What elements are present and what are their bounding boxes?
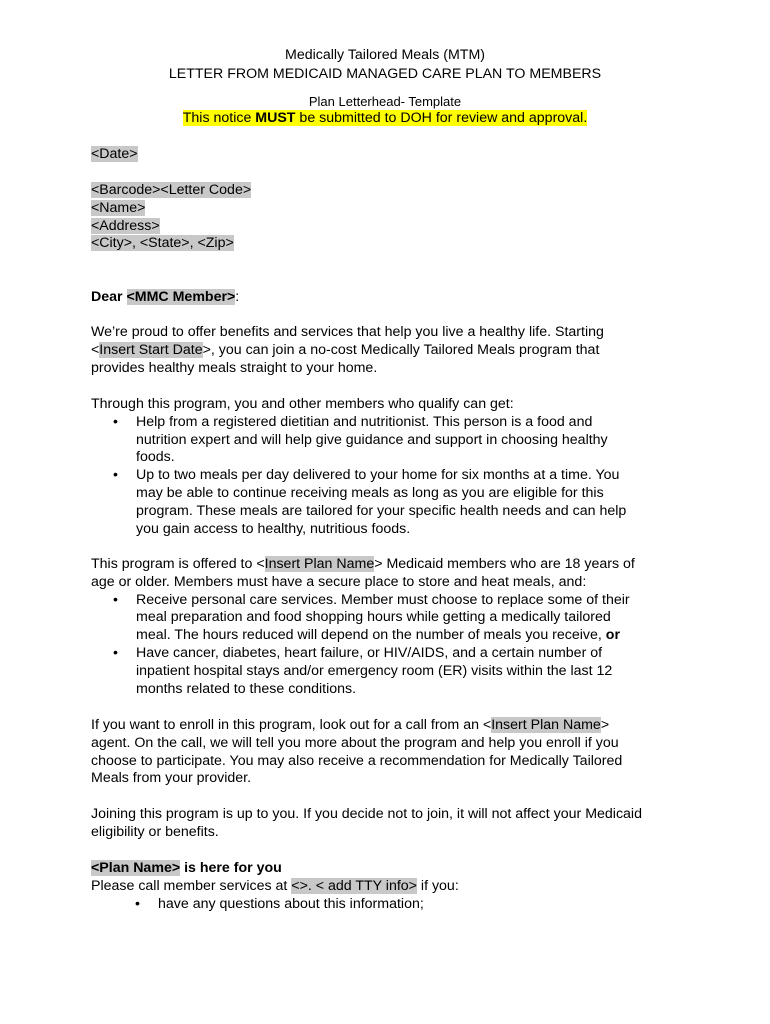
list-item: • Receive personal care services. Member must choose to replace some of their meal preparation and food shopping hours while getting a medically tailored meal. The hours reduced will depend on the number of meals you receive, or <box>113 591 630 644</box>
bullet-icon: • <box>113 591 118 608</box>
address-line: <Address> <box>91 217 160 234</box>
enroll-paragraph: If you want to enroll in this program, look out for a call from an <Insert Plan Name> agent. On the call, we will tell you more about the program and help you enroll if you choose to participate. You may also receive a recommendation for Medically Tailored Meals from your provider. <box>91 717 623 787</box>
bullet-icon: • <box>113 644 118 661</box>
benefits-intro: Through this program, you and other members who qualify can get: <box>91 396 514 412</box>
member-placeholder: <MMC Member> <box>126 289 236 305</box>
list-item: • Up to two meals per day delivered to your home for six months at a time. You may be able to continue receiving meals as long as you are eligible for this program. These meals are tailored for your specific health needs and can help you gain access to healthy, nutritious foods. <box>113 467 627 537</box>
notice-post: be submitted to DOH for review and approval. <box>295 110 588 126</box>
bullet-icon: • <box>135 895 140 912</box>
contact-reasons-list <box>91 896 459 914</box>
intro-paragraph: We’re proud to offer benefits and services that help you live a healthy life. Starting <Insert Start Date>, you can join a no-cost Medically Tailored Meals program that provides healthy meals straight to your home. <box>91 324 604 376</box>
eligibility-section: This program is offered to <Insert Plan Name> Medicaid members who are 18 years of age or older. Members must have a secure place to store and heat meals, and: • Receive personal care services. Member must choose to replace some of their meal preparation and food shopping hours while getting a medically tailored meal. The hours reduced will depend on the number of meals you receive, or • Have cancer, diabetes, heart failure, or HIV/AIDS, and a certain number of inpatient hospital stays and/or emergency room (ER) visits within the last 12 months related to these conditions. <box>91 556 635 697</box>
plan-contact-section: <Plan Name> is here for you Please call member services at <>. < add TTY info> if you: • have any questions about this information; <box>91 860 459 912</box>
notice-bold: MUST <box>255 110 296 126</box>
bullet-icon: • <box>113 413 118 430</box>
notice-pre: This notice <box>182 110 256 126</box>
plan-name-placeholder: Insert Plan Name <box>264 556 375 572</box>
section-heading: <Plan Name> is here for you <box>91 860 282 876</box>
start-date-placeholder: Insert Start Date <box>99 341 203 358</box>
date-line: <Date> <box>91 146 138 162</box>
address-block <box>91 182 251 253</box>
plan-name-placeholder: Insert Plan Name <box>491 717 601 733</box>
name-line: <Name> <box>91 199 146 216</box>
list-item: • Have cancer, diabetes, heart failure, or HIV/AIDS, and a certain number of inpatient hospital stays and/or emergency room (ER) visits within the last 12 months related to these conditions. <box>113 644 613 697</box>
list-item: • Help from a registered dietitian and nutritionist. This person is a food and nutrition expert and will help give guidance and support in choosing healthy foods. <box>113 413 608 466</box>
document-title: Medically Tailored Meals (MTM) <box>285 47 485 63</box>
review-notice <box>0 110 770 126</box>
benefits-list <box>91 414 626 539</box>
city-line: <City>, <State>, <Zip> <box>91 235 234 252</box>
barcode-line: <Barcode><Letter Code> <box>91 182 252 198</box>
document-subtitle: LETTER FROM MEDICAID MANAGED CARE PLAN TO MEMBERS <box>168 66 602 82</box>
list-item: • have any questions about this information; <box>135 895 424 912</box>
phone-placeholder: <>. < add TTY info> <box>291 877 417 894</box>
bullet-icon: • <box>113 467 118 484</box>
salutation: Dear <MMC Member>: <box>91 289 240 305</box>
choice-paragraph: Joining this program is up to you. If you decide not to join, it will not affect your Medicaid eligibility or benefits. <box>91 806 642 840</box>
letterhead-label: Plan Letterhead- Template <box>308 94 462 109</box>
eligibility-list <box>91 592 635 699</box>
benefits-section <box>91 396 626 538</box>
